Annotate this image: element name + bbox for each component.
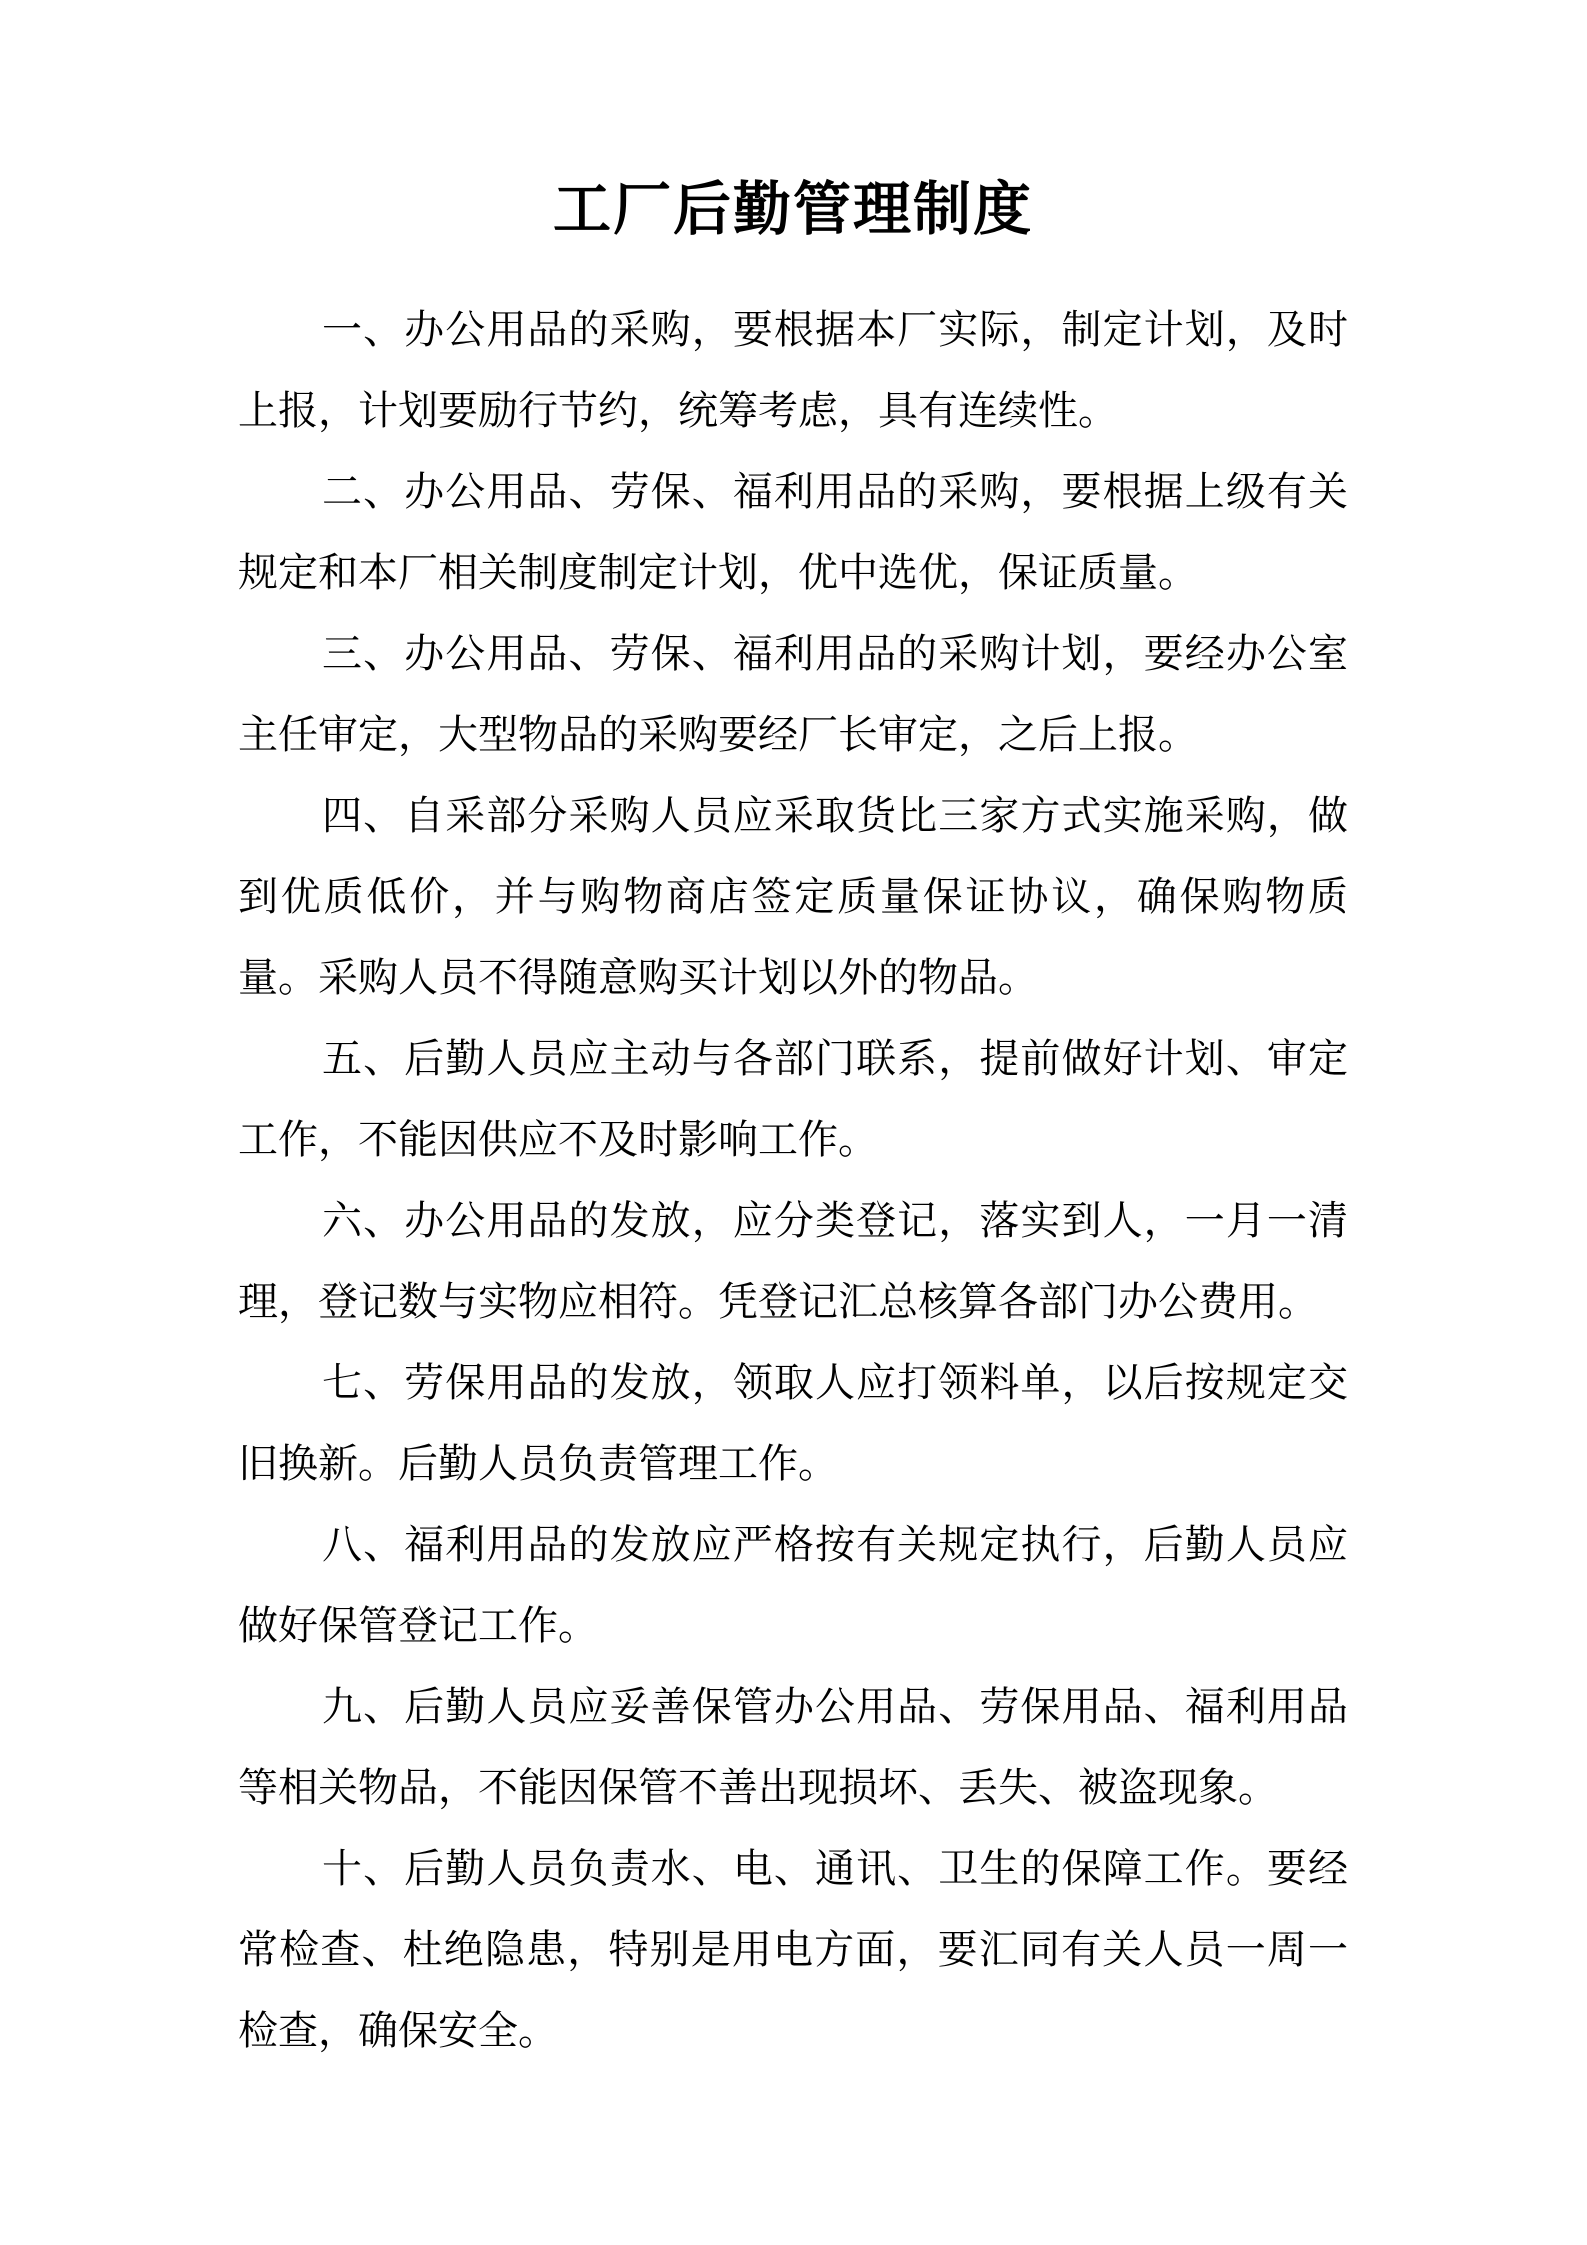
paragraph-5: 五、后勤人员应主动与各部门联系，提前做好计划、审定工作，不能因供应不及时影响工作。 (238, 1036, 1348, 1163)
paragraph-1: 一、办公用品的采购，要根据本厂实际，制定计划，及时上报，计划要励行节约，统筹考虑，具有连续性。 (238, 307, 1348, 434)
paragraph-3: 三、办公用品、劳保、福利用品的采购计划，要经办公室主任审定，大型物品的采购要经厂长审定，之后上报。 (238, 631, 1348, 758)
paragraph-8: 八、福利用品的发放应严格按有关规定执行，后勤人员应做好保管登记工作。 (238, 1522, 1348, 1649)
page-title: 工厂后勤管理制度 (552, 175, 1033, 243)
paragraph-10: 十、后勤人员负责水、电、通讯、卫生的保障工作。要经常检查、杜绝隐患，特别是用电方面，要汇同有关人员一周一检查，确保安全。 (238, 1846, 1348, 2054)
document-content (238, 0, 1348, 2072)
paragraph-7: 七、劳保用品的发放，领取人应打领料单，以后按规定交旧换新。后勤人员负责管理工作。 (238, 1360, 1348, 1487)
paragraph-2: 二、办公用品、劳保、福利用品的采购，要根据上级有关规定和本厂相关制度制定计划，优中选优，保证质量。 (238, 469, 1348, 596)
paragraph-6: 六、办公用品的发放，应分类登记，落实到人，一月一清理，登记数与实物应相符。凭登记汇总核算各部门办公费用。 (238, 1198, 1348, 1325)
paragraph-9: 九、后勤人员应妥善保管办公用品、劳保用品、福利用品等相关物品，不能因保管不善出现损坏、丢失、被盗现象。 (238, 1684, 1348, 1811)
document-body (238, 290, 1348, 2072)
paragraph-4: 四、自采部分采购人员应采取货比三家方式实施采购，做到优质低价，并与购物商店签定质量保证协议，确保购物质量。采购人员不得随意购买计划以外的物品。 (238, 793, 1348, 1001)
